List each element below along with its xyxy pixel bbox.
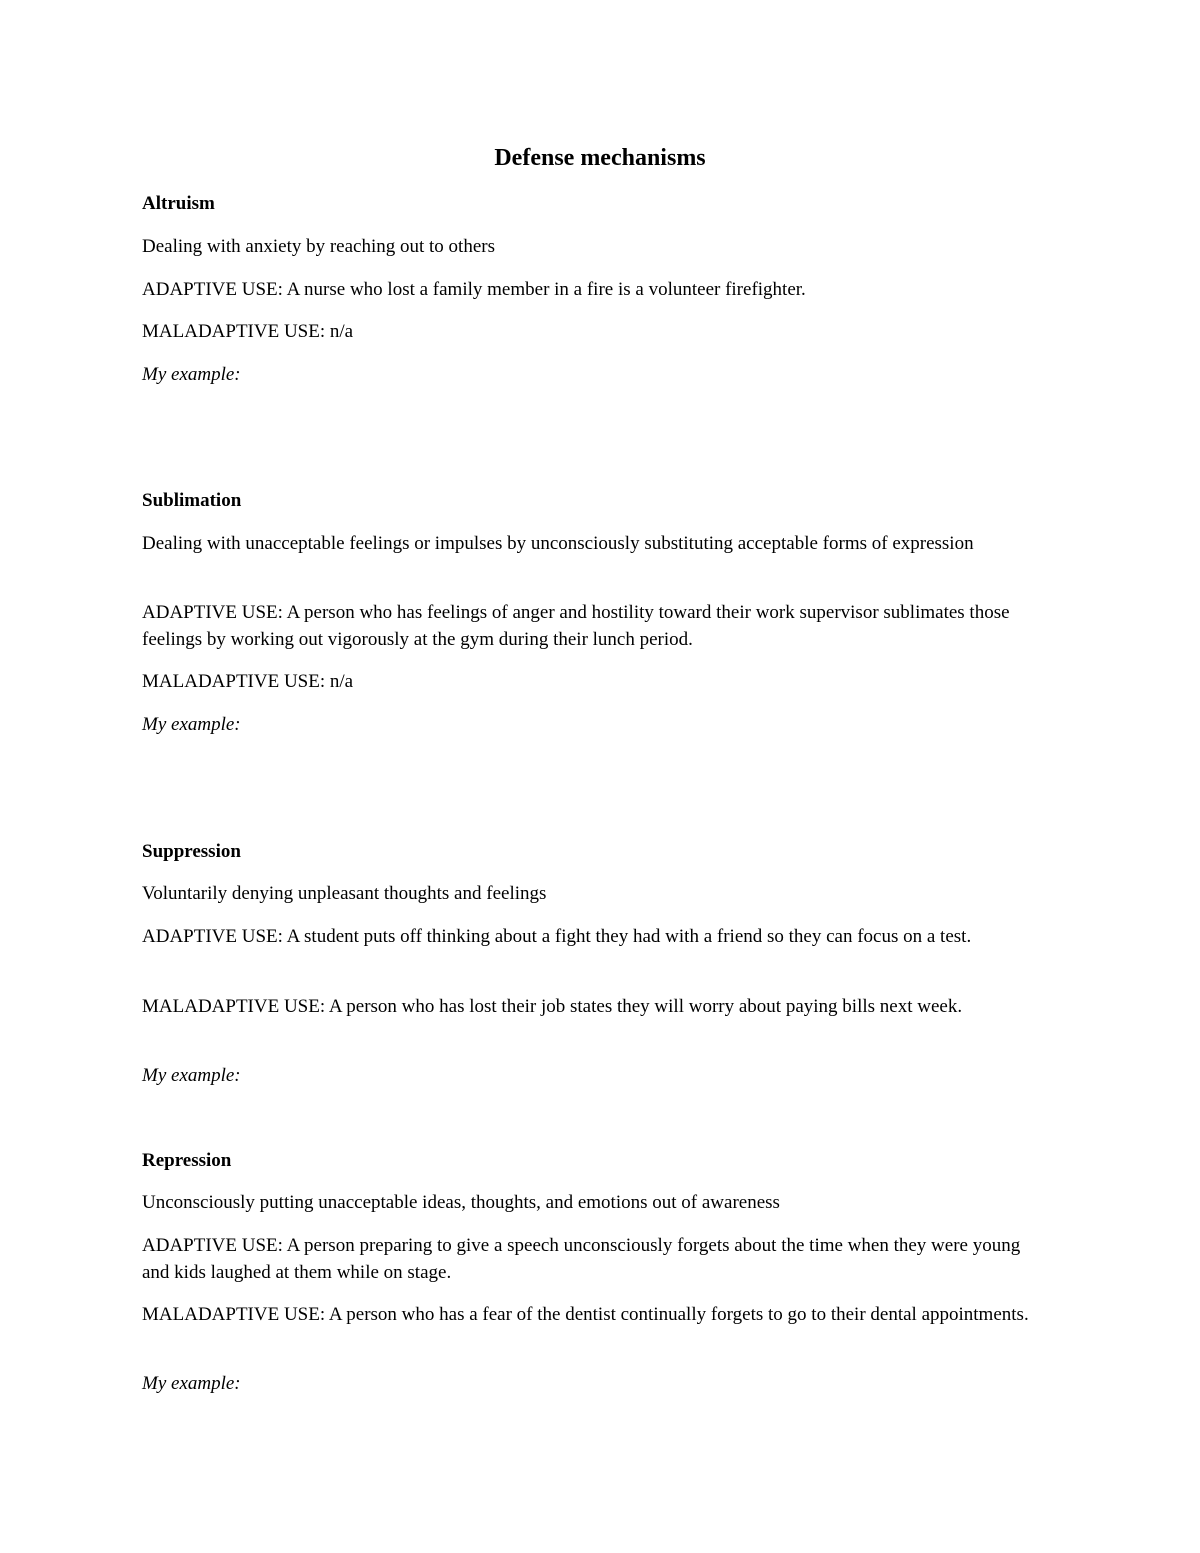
adaptive-use-altruism: ADAPTIVE USE: A nurse who lost a family member in a fire is a volunteer firefighter. [142,279,806,300]
section-heading-suppression: Suppression [142,841,241,862]
section-definition-sublimation: Dealing with unacceptable feelings or impulses by unconsciously substituting acceptable forms of expression [142,533,974,554]
my-example-label-suppression: My example: [142,1065,241,1086]
section-definition-altruism: Dealing with anxiety by reaching out to others [142,236,495,257]
section-heading-sublimation: Sublimation [142,490,242,511]
my-example-label-sublimation: My example: [142,714,241,735]
adaptive-use-sublimation: ADAPTIVE USE: A person who has feelings of anger and hostility toward their work supervisor sublimates those feelings by working out vigorously at the gym during their lunch period. [142,602,1010,650]
maladaptive-use-suppression: MALADAPTIVE USE: A person who has lost their job states they will worry about paying bills next week. [142,996,963,1017]
adaptive-use-suppression: ADAPTIVE USE: A student puts off thinking about a fight they had with a friend so they can focus on a test. [142,926,972,947]
adaptive-use-repression: ADAPTIVE USE: A person preparing to give a speech unconsciously forgets about the time when they were young and kids laughed at them while on stage. [142,1235,1021,1283]
maladaptive-use-repression: MALADAPTIVE USE: A person who has a fear of the dentist continually forgets to go to their dental appointments. [142,1304,1029,1325]
section-heading-altruism: Altruism [142,193,215,214]
section-heading-repression: Repression [142,1150,232,1171]
my-example-label-altruism: My example: [142,364,241,385]
document-title: Defense mechanisms [494,145,706,171]
section-definition-suppression: Voluntarily denying unpleasant thoughts and feelings [142,883,547,904]
maladaptive-use-sublimation: MALADAPTIVE USE: n/a [142,671,354,692]
maladaptive-use-altruism: MALADAPTIVE USE: n/a [142,321,354,342]
my-example-label-repression: My example: [142,1373,241,1394]
section-definition-repression: Unconsciously putting unacceptable ideas, thoughts, and emotions out of awareness [142,1192,780,1213]
